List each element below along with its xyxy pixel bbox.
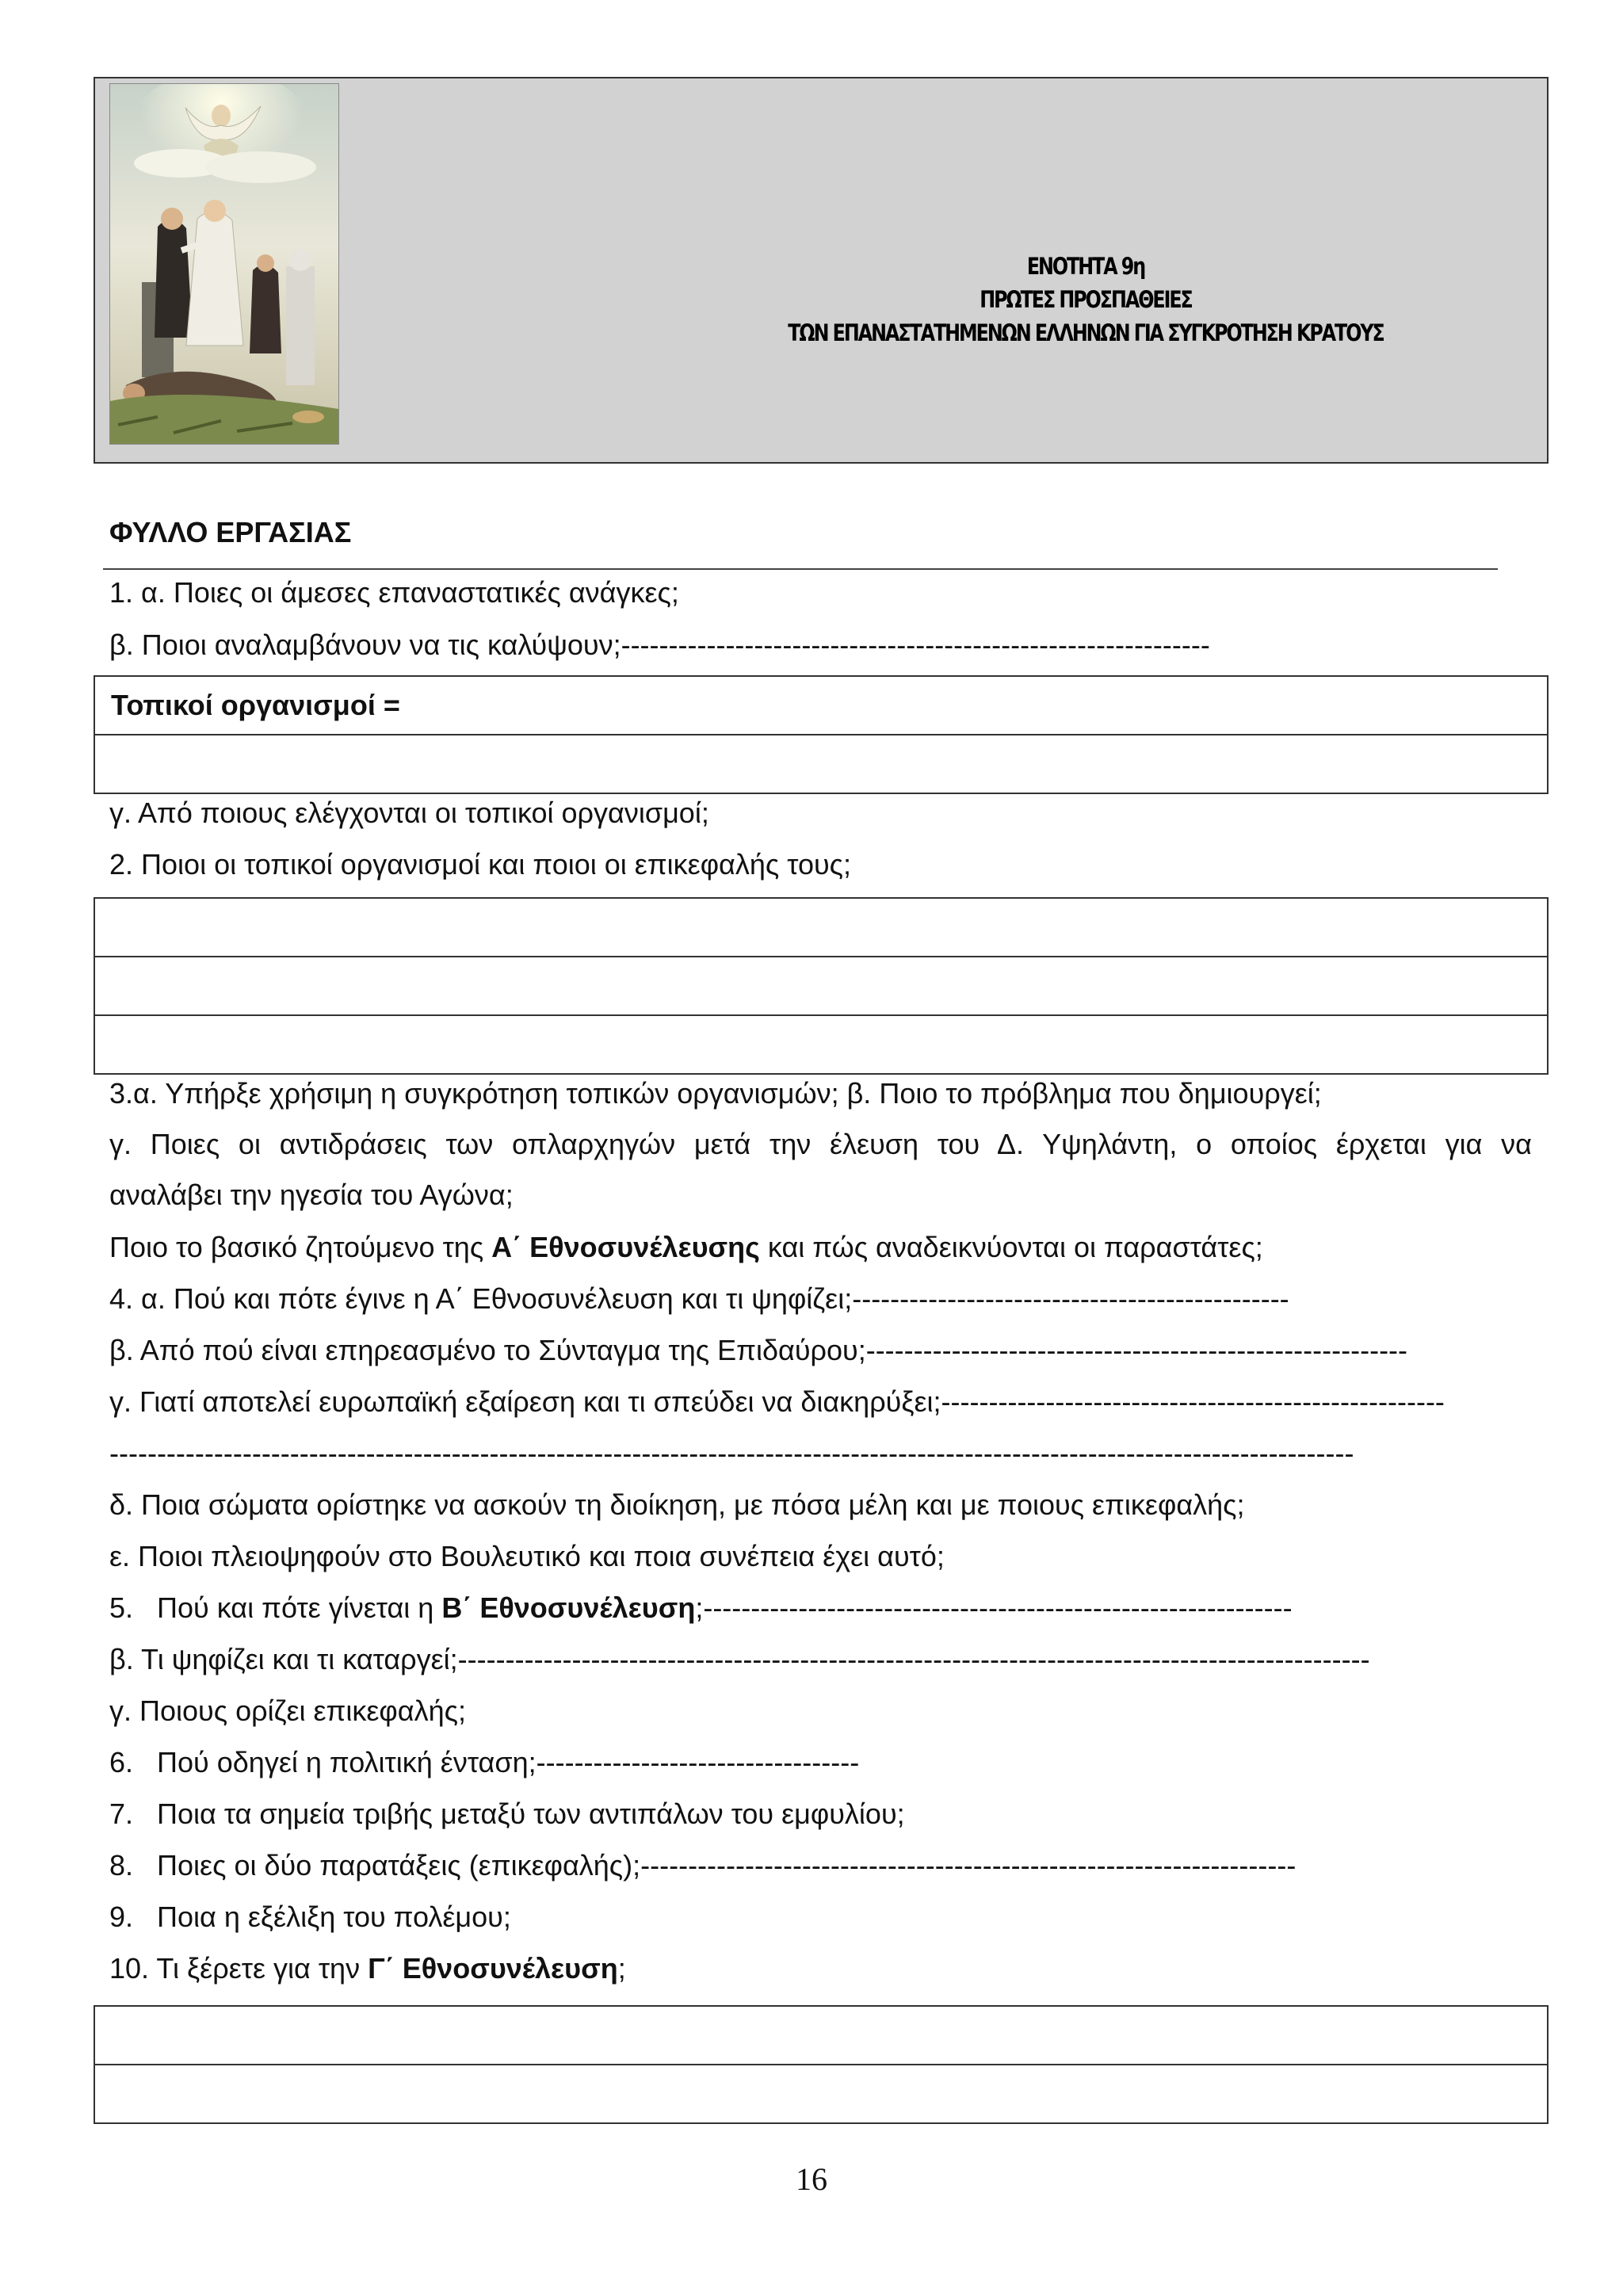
table-row[interactable] [94,2006,1548,2065]
header-banner [94,77,1549,464]
table-row[interactable] [94,735,1548,793]
unit-title [716,250,1457,350]
question-10 [109,1952,626,1985]
unit-title-line-3: ΤΩΝ ΕΠΑΝΑΣΤΑΤΗΜΕΝΩΝ ΕΛΛΗΝΩΝ ΓΙΑ ΣΥΓΚΡΟΤΗΣΗ ΚΡΑΤΟΥΣ [788,319,1384,346]
answer-table-local-organizations [94,675,1549,794]
table-row[interactable] [94,898,1548,957]
question-10-text: 10. Τι ξέρετε για την [109,1952,369,1985]
heading-divider [103,568,1498,570]
worksheet-heading [109,516,351,549]
table-row[interactable] [94,957,1548,1015]
question-3a: 3.α. Υπήρξε χρήσιμη η συγκρότηση τοπικών οργανισμών; β. Ποιο το πρόβλημα που δημιουργεί; [109,1077,1322,1110]
page-number: 16 [796,2161,827,2197]
question-3c-line-2: αναλάβει την ηγεσία του Αγώνα; [109,1179,514,1211]
unit-title-line-2: ΠΡΩΤΕΣ ΠΡΟΣΠΑΘΕΙΕΣ [980,286,1192,313]
question-4a: 4. α. Πού και πότε έγινε η Α΄ Εθνοσυνέλευση και τι ψηφίζει;---------------------------------------------- [109,1282,1289,1315]
question-3d-bold: Α΄ Εθνοσυνέλευσης [491,1231,760,1263]
question-4e: ε. Ποιοι πλειοψηφούν στο Βουλευτικό και ποια συνέπεια έχει αυτό; [109,1540,945,1572]
question-1c: γ. Από ποιους ελέγχονται οι τοπικοί οργανισμοί; [109,797,709,829]
question-5c: γ. Ποιους ορίζει επικεφαλής; [109,1694,466,1727]
worksheet-heading-text: ΦΥΛΛΟ ΕΡΓΑΣΙΑΣ [109,516,352,548]
question-8: 8. Ποιες οι δύο παρατάξεις (επικεφαλής);--------------------------------------------------------------------- [109,1849,1296,1881]
question-2: 2. Ποιοι οι τοπικοί οργανισμοί και ποιοι οι επικεφαλής τους; [109,848,852,881]
question-3c-line-1: γ. Ποιες οι αντιδράσεις των οπλαρχηγών μετά την έλευση του Δ. Υψηλάντη, ο οποίος έρχεται για να [109,1128,1532,1160]
answer-table-q10 [94,2005,1549,2124]
question-4b: β. Από πού είναι επηρεασμένο το Σύνταγμα της Επιδαύρου;--------------------------------------------------------- [109,1334,1408,1366]
answer-dash-line: ----------------------------------------------------------------------------------------------------------------------------------- [109,1437,1354,1469]
question-5 [109,1591,1293,1625]
question-4c: γ. Γιατί αποτελεί ευρωπαϊκή εξαίρεση και τι σπεύδει να διακηρύξει;----------------------------------------------------- [109,1385,1445,1418]
question-5-text: 5. Πού και πότε γίνεται η [109,1591,442,1624]
allegorical-painting-icon [109,83,339,445]
table-row[interactable] [94,676,1548,735]
question-3d [109,1231,1263,1264]
question-3d-text: Ποιο το βασικό ζητούμενο της [109,1231,492,1263]
question-10-suffix: ; [617,1952,626,1985]
question-7: 7. Ποια τα σημεία τριβής μεταξύ των αντιπάλων του εμφυλίου; [109,1797,905,1830]
question-4d: δ. Ποια σώματα ορίστηκε να ασκούν τη διοίκηση, με πόσα μέλη και με ποιους επικεφαλής; [109,1488,1245,1521]
question-5-suffix: ;-------------------------------------------------------------- [695,1591,1293,1624]
question-9: 9. Ποια η εξέλιξη του πολέμου; [109,1901,511,1933]
question-5-bold: Β΄ Εθνοσυνέλευση [441,1591,696,1624]
question-3d-suffix: και πώς αναδεικνύονται οι παραστάτες; [759,1231,1263,1263]
unit-title-line-1: ΕΝΟΤΗΤΑ 9η [1026,253,1145,280]
question-1a: 1. α. Ποιες οι άμεσες επαναστατικές ανάγκες; [109,576,679,609]
question-5b: β. Τι ψηφίζει και τι καταργεί;------------------------------------------------------------------------------------------------ [109,1643,1370,1675]
question-6: 6. Πού οδηγεί η πολιτική ένταση;---------------------------------- [109,1746,860,1778]
table-row[interactable] [94,1015,1548,1074]
question-10-bold: Γ΄ Εθνοσυνέλευση [368,1952,618,1985]
question-1b: β. Ποιοι αναλαμβάνουν να τις καλύψουν;-------------------------------------------------------------- [109,628,1210,661]
table-label: Τοπικοί οργανισμοί = [111,689,400,721]
table-row[interactable] [94,2065,1548,2123]
answer-table-q2 [94,897,1549,1075]
